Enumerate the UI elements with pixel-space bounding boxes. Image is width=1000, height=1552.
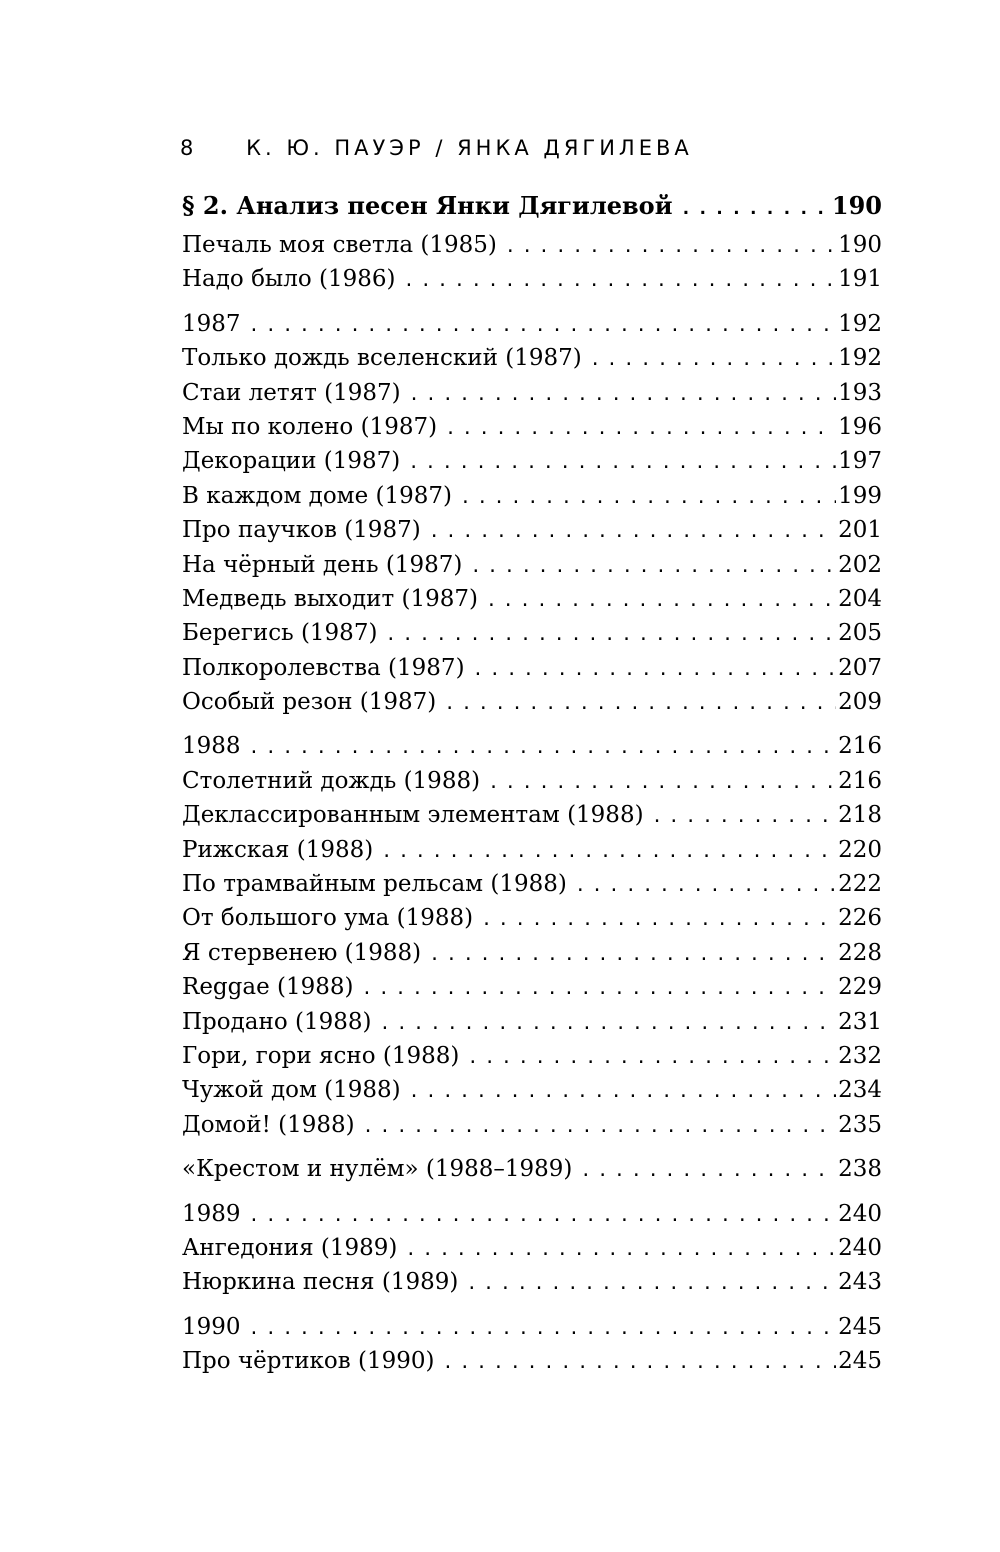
toc-entry-title: От большого ума (1988) [182, 905, 474, 932]
toc-entry [182, 685, 882, 719]
toc-leader-dots [385, 618, 836, 650]
toc-leader-dots [363, 1110, 836, 1142]
toc-entry-title: 1990 [182, 1313, 241, 1340]
toc-leader-dots [505, 230, 836, 262]
toc-leader-dots [488, 766, 836, 798]
toc-entry-title: Столетний дождь (1988) [182, 767, 481, 794]
toc-entry-page: 193 [838, 379, 882, 406]
toc-entry [182, 867, 882, 901]
toc-entry [182, 651, 882, 685]
toc-entry-title: На чёрный день (1987) [182, 551, 463, 578]
toc-leader-dots [249, 1312, 837, 1344]
toc-section-page: 190 [831, 191, 882, 220]
toc-leader-dots [445, 412, 836, 444]
toc-leader-dots [362, 972, 837, 1004]
toc-entry [182, 479, 882, 513]
toc-entry [182, 729, 882, 763]
toc-entry [182, 1073, 882, 1107]
toc-entry [182, 833, 882, 867]
toc-leader-dots [681, 189, 830, 226]
toc-leader-dots [249, 1199, 837, 1231]
toc-entry-title: Стаи летят (1987) [182, 379, 401, 406]
toc-leader-dots [404, 264, 837, 296]
toc-entry-title: Печаль моя светла (1985) [182, 232, 497, 258]
toc-entry-title: Особый резон (1987) [182, 689, 437, 716]
toc-entry [182, 616, 882, 650]
toc-entry [182, 1039, 882, 1073]
toc-entry-page: 231 [838, 1008, 882, 1035]
toc-leader-dots [575, 869, 836, 901]
toc-entry [182, 764, 882, 798]
toc-entry [182, 228, 882, 262]
toc-section-heading [182, 186, 882, 226]
toc-entry-title: «Крестом и нулём» (1988–1989) [182, 1156, 573, 1183]
toc-entry [182, 582, 882, 616]
table-of-contents [182, 186, 882, 1379]
toc-entry-page: 190 [838, 232, 882, 258]
toc-entry-title: Рижская (1988) [182, 836, 374, 863]
toc-leader-dots [460, 481, 836, 513]
toc-leader-dots [580, 1154, 836, 1186]
toc-entry [182, 936, 882, 970]
running-head-author: К. Ю. ПАУЭР [246, 136, 425, 160]
toc-entry-page: 202 [838, 551, 882, 578]
toc-entry-title: В каждом доме (1987) [182, 482, 452, 509]
toc-entry-title: Я стервенею (1988) [182, 939, 422, 966]
toc-entry-page: 201 [838, 517, 882, 544]
toc-entry-title: Нюркина песня (1989) [182, 1269, 459, 1296]
toc-entry-title: Чужой дом (1988) [182, 1077, 401, 1104]
toc-entry-page: 238 [838, 1156, 882, 1183]
toc-entry-page: 222 [838, 871, 882, 898]
toc-entry-page: 216 [838, 733, 882, 760]
toc-entry-page: 240 [838, 1234, 882, 1261]
toc-entry-title: Надо было (1986) [182, 266, 396, 293]
toc-entry [182, 548, 882, 582]
toc-entry-page: 232 [838, 1042, 882, 1069]
toc-entry-title: Домой! (1988) [182, 1111, 355, 1138]
toc-entry [182, 410, 882, 444]
toc-entry-page: 245 [838, 1348, 882, 1375]
toc-entry [182, 1197, 882, 1231]
toc-entry-page: 235 [838, 1111, 882, 1138]
toc-leader-dots [405, 1233, 836, 1265]
toc-entry-title: Медведь выходит (1987) [182, 585, 478, 612]
toc-entries [182, 228, 882, 1379]
toc-entry-page: 192 [838, 345, 882, 372]
toc-entry-page: 191 [838, 266, 882, 293]
toc-entry-page: 196 [838, 413, 882, 440]
toc-leader-dots [443, 1346, 837, 1378]
toc-leader-dots [381, 835, 836, 867]
toc-entry-page: 204 [838, 585, 882, 612]
toc-entry-title: Деклассированным элементам (1988) [182, 802, 644, 829]
toc-leader-dots [652, 800, 837, 832]
toc-section-title: § 2. Анализ песен Янки Дягилевой [182, 191, 673, 220]
toc-entry-page: 207 [838, 654, 882, 681]
toc-entry [182, 1231, 882, 1265]
toc-entry-page: 229 [838, 974, 882, 1001]
toc-entry-page: 199 [838, 482, 882, 509]
toc-entry [182, 513, 882, 547]
toc-entry [182, 1310, 882, 1344]
toc-leader-dots [473, 653, 837, 685]
toc-entry-page: 216 [838, 767, 882, 794]
toc-entry [182, 1005, 882, 1039]
toc-entry-title: Про паучков (1987) [182, 517, 421, 544]
running-head [180, 136, 693, 160]
toc-entry-title: 1987 [182, 310, 241, 337]
toc-entry-page: 243 [838, 1269, 882, 1296]
toc-entry-page: 192 [838, 310, 882, 337]
toc-entry-page: 245 [838, 1313, 882, 1340]
toc-leader-dots [486, 584, 836, 616]
toc-entry-title: Только дождь вселенский (1987) [182, 345, 582, 372]
toc-entry [182, 1152, 882, 1186]
toc-leader-dots [409, 378, 836, 410]
page-number: 8 [180, 136, 194, 160]
toc-entry-page: 234 [838, 1077, 882, 1104]
toc-entry [182, 798, 882, 832]
toc-entry [182, 970, 882, 1004]
toc-entry [182, 341, 882, 375]
toc-leader-dots [466, 1267, 836, 1299]
running-head-book-title: ЯНКА ДЯГИЛЕВА [457, 136, 693, 160]
toc-leader-dots [408, 446, 836, 478]
toc-entry-page: 197 [838, 448, 882, 475]
toc-entry-title: Мы по колено (1987) [182, 413, 438, 440]
toc-entry-title: Полкоролевства (1987) [182, 654, 465, 681]
toc-entry-title: Декорации (1987) [182, 448, 401, 475]
toc-entry-title: Берегись (1987) [182, 620, 378, 647]
toc-entry [182, 1265, 882, 1299]
running-head-separator: / [435, 136, 447, 160]
toc-leader-dots [429, 938, 836, 970]
toc-entry-page: 209 [838, 689, 882, 716]
toc-entry-page: 226 [838, 905, 882, 932]
toc-entry-title: Ангедония (1989) [182, 1234, 398, 1261]
toc-entry-title: Продано (1988) [182, 1008, 372, 1035]
toc-leader-dots [409, 1075, 836, 1107]
toc-leader-dots [444, 687, 836, 719]
toc-entry [182, 262, 882, 296]
toc-entry-page: 240 [838, 1200, 882, 1227]
toc-entry-page: 205 [838, 620, 882, 647]
toc-leader-dots [379, 1007, 836, 1039]
toc-leader-dots [429, 515, 836, 547]
toc-leader-dots [470, 550, 836, 582]
toc-entry [182, 376, 882, 410]
toc-entry [182, 307, 882, 341]
toc-entry-title: 1989 [182, 1200, 241, 1227]
toc-entry-title: Reggae (1988) [182, 974, 354, 1001]
toc-entry-page: 228 [838, 939, 882, 966]
toc-entry-title: 1988 [182, 733, 241, 760]
toc-entry [182, 1344, 882, 1378]
toc-entry [182, 901, 882, 935]
toc-leader-dots [481, 903, 836, 935]
toc-leader-dots [249, 309, 837, 341]
toc-entry-title: Про чёртиков (1990) [182, 1348, 435, 1375]
toc-entry-title: По трамвайным рельсам (1988) [182, 871, 567, 898]
toc-entry [182, 1108, 882, 1142]
toc-entry [182, 444, 882, 478]
toc-entry-title: Гори, гори ясно (1988) [182, 1042, 460, 1069]
toc-entry-page: 220 [838, 836, 882, 863]
toc-leader-dots [467, 1041, 836, 1073]
toc-leader-dots [249, 731, 837, 763]
toc-entry-page: 218 [838, 802, 882, 829]
toc-leader-dots [590, 343, 836, 375]
